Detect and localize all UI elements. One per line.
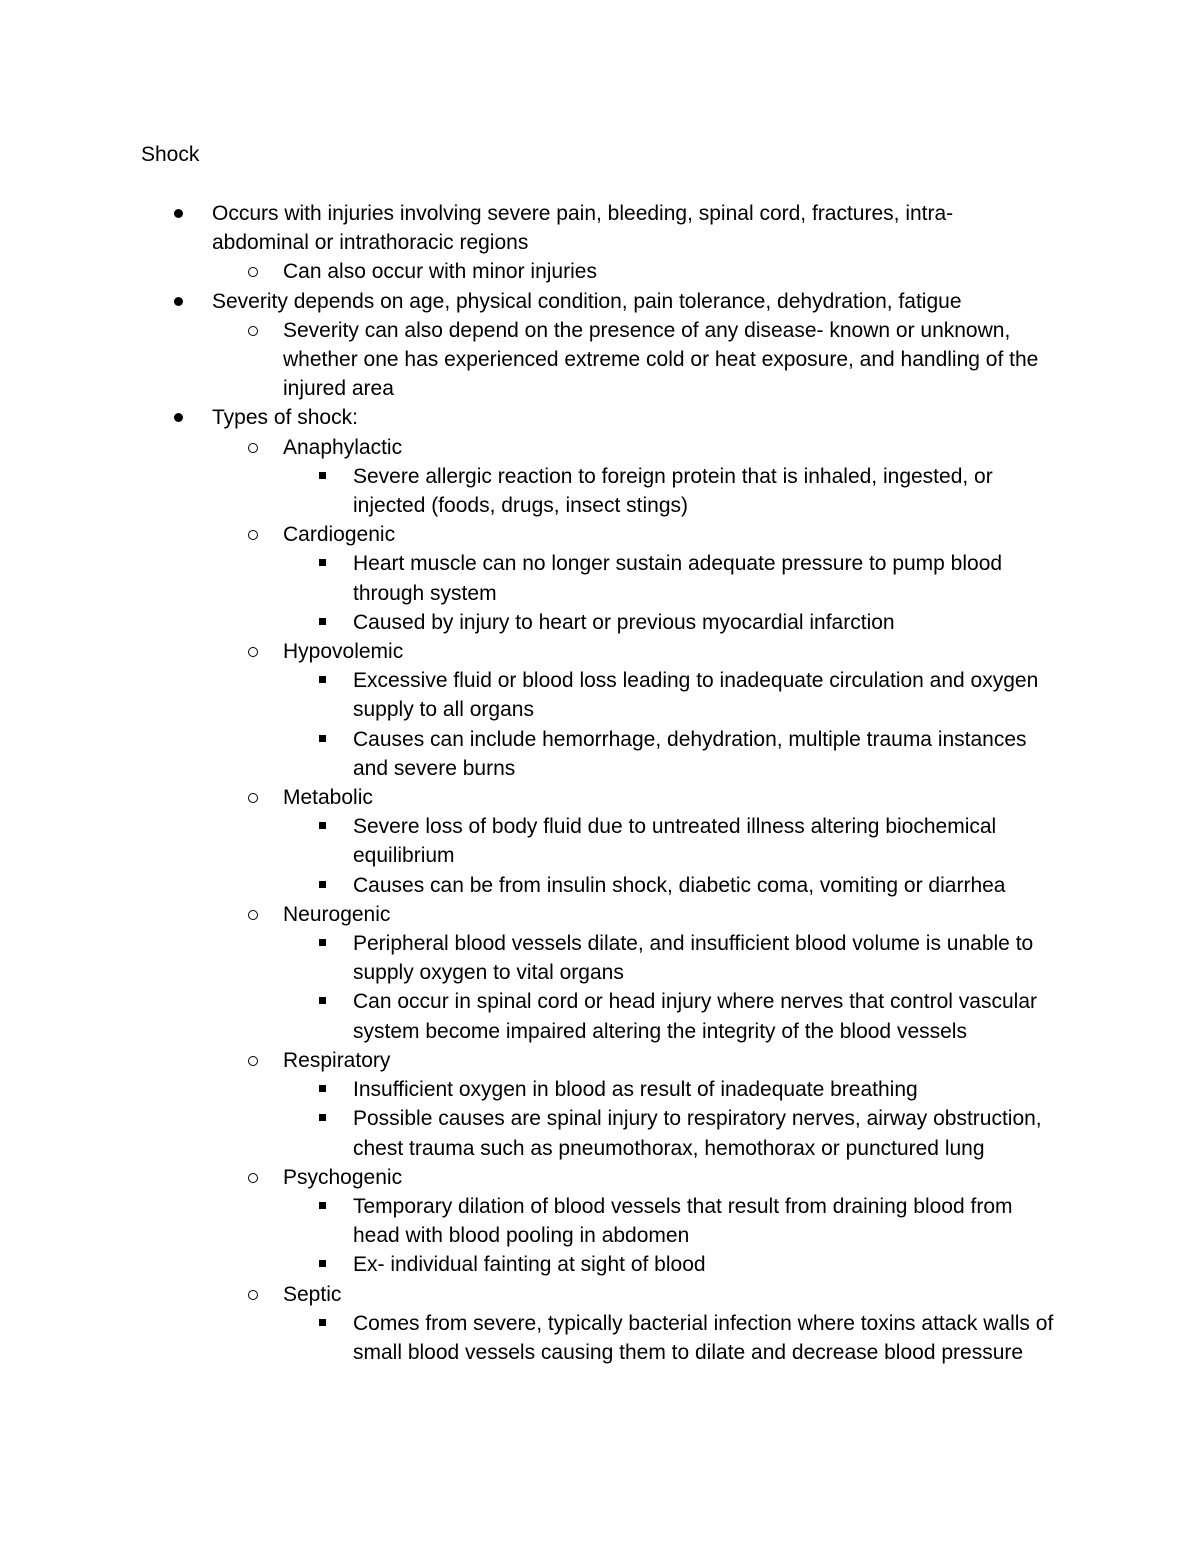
list-item-level-2 [283, 1046, 1043, 1075]
bullet-square-icon [319, 735, 326, 742]
list-item-text: Peripheral blood vessels dilate, and insufficient blood volume is unable to supply oxygen to vital organs [353, 932, 1034, 985]
bullet-square-icon [319, 822, 326, 829]
bullet-circle-icon [248, 793, 258, 803]
list-item-text: Hypovolemic [283, 640, 404, 664]
list-item-text: Anaphylactic [283, 435, 403, 459]
list-item-text: Respiratory [283, 1048, 391, 1072]
document-title: Shock [141, 143, 200, 166]
list-item-level-2 [283, 637, 1043, 666]
list-item-text: Severe loss of body fluid due to untreated illness altering biochemical equilibrium [353, 815, 997, 868]
list-item-level-2 [283, 1280, 1043, 1309]
bullet-square-icon [319, 1114, 326, 1121]
list-item-level-3 [353, 987, 1063, 1045]
list-item-text: Comes from severe, typically bacterial infection where toxins attack walls of small blood vessels causing them to dilate and decrease blood pressure [353, 1311, 1054, 1364]
list-item-text: Insufficient oxygen in blood as result of inadequate breathing [353, 1078, 918, 1102]
list-item-level-3 [353, 812, 1063, 870]
bullet-circle-icon [248, 326, 258, 336]
list-item-level-3 [353, 608, 1063, 637]
bullet-circle-icon [248, 1173, 258, 1183]
list-item-text: Occurs with injuries involving severe pain, bleeding, spinal cord, fractures, intra-abdominal or intrathoracic regions [212, 202, 954, 255]
list-item-level-3 [353, 1309, 1063, 1367]
list-item-text: Types of shock: [212, 406, 358, 430]
list-item-level-3 [353, 1192, 1063, 1250]
bullet-circle-icon [248, 647, 258, 657]
bullet-circle-icon [248, 443, 258, 453]
bullet-circle-icon [248, 267, 258, 277]
list-item-text: Causes can include hemorrhage, dehydration, multiple trauma instances and severe burns [353, 727, 1027, 780]
list-item-text: Caused by injury to heart or previous myocardial infarction [353, 610, 895, 634]
list-item-level-2 [283, 1163, 1043, 1192]
outline-list [0, 199, 1200, 1367]
list-item-level-3 [353, 1104, 1063, 1162]
list-item-text: Cardiogenic [283, 523, 396, 547]
list-item-level-3 [353, 462, 1063, 520]
bullet-square-icon [319, 1085, 326, 1092]
bullet-disc-icon [174, 297, 183, 306]
list-item-level-2 [283, 520, 1043, 549]
list-item-level-2 [283, 900, 1043, 929]
bullet-square-icon [319, 881, 326, 888]
list-item-level-2 [283, 783, 1043, 812]
list-item-text: Temporary dilation of blood vessels that result from draining blood from head with blood pooling in abdomen [353, 1194, 1013, 1248]
list-item-text: Septic [283, 1282, 342, 1306]
list-item-text: Can also occur with minor injuries [283, 260, 597, 284]
list-item-text: Psychogenic [283, 1165, 403, 1189]
bullet-square-icon [319, 939, 326, 946]
list-item-level-3 [353, 929, 1063, 987]
list-item-text: Can occur in spinal cord or head injury where nerves that control vascular system become impaired altering the integrity of the blood vessels [353, 990, 1038, 1043]
list-item-text: Possible causes are spinal injury to respiratory nerves, airway obstruction, chest trauma such as pneumothorax, hemothorax or punctured lung [353, 1107, 1042, 1160]
bullet-square-icon [319, 618, 326, 625]
list-item-level-3 [353, 1075, 1063, 1104]
list-item-text: Severity depends on age, physical condition, pain tolerance, dehydration, fatigue [212, 289, 962, 313]
bullet-disc-icon [174, 209, 183, 218]
list-item-level-3 [353, 871, 1063, 900]
bullet-square-icon [319, 676, 326, 683]
bullet-square-icon [319, 997, 326, 1004]
list-item-text: Causes can be from insulin shock, diabetic coma, vomiting or diarrhea [353, 873, 1006, 897]
list-item-level-1 [212, 199, 1012, 257]
list-item-level-3 [353, 725, 1063, 783]
list-item-text: Neurogenic [283, 902, 391, 926]
bullet-square-icon [319, 472, 326, 479]
bullet-circle-icon [248, 910, 258, 920]
bullet-square-icon [319, 1260, 326, 1267]
bullet-disc-icon [174, 413, 183, 422]
list-item-text: Severe allergic reaction to foreign protein that is inhaled, ingested, or injected (foods, drugs, insect stings) [353, 464, 993, 518]
bullet-square-icon [319, 559, 326, 566]
bullet-circle-icon [248, 1290, 258, 1300]
bullet-square-icon [319, 1319, 326, 1326]
list-item-level-2 [283, 257, 1043, 286]
list-item-text: Heart muscle can no longer sustain adequate pressure to pump blood through system [353, 552, 1003, 605]
list-item-text: Metabolic [283, 786, 373, 810]
list-item-level-3 [353, 666, 1063, 724]
list-item-level-3 [353, 549, 1063, 607]
list-item-text: Ex- individual fainting at sight of blood [353, 1253, 706, 1277]
list-item-level-1 [212, 287, 1012, 316]
bullet-square-icon [319, 1202, 326, 1209]
outline-content [0, 199, 1200, 1367]
list-item-text: Excessive fluid or blood loss leading to inadequate circulation and oxygen supply to all organs [353, 669, 1039, 722]
list-item-level-2 [283, 433, 1043, 462]
list-item-text: Severity can also depend on the presence of any disease- known or unknown, whether one has experienced extreme cold or heat exposure, and handling of the injured area [283, 318, 1039, 401]
bullet-circle-icon [248, 530, 258, 540]
bullet-circle-icon [248, 1056, 258, 1066]
list-item-level-3 [353, 1250, 1063, 1279]
list-item-level-1 [212, 403, 1012, 432]
list-item-level-2 [283, 316, 1043, 404]
